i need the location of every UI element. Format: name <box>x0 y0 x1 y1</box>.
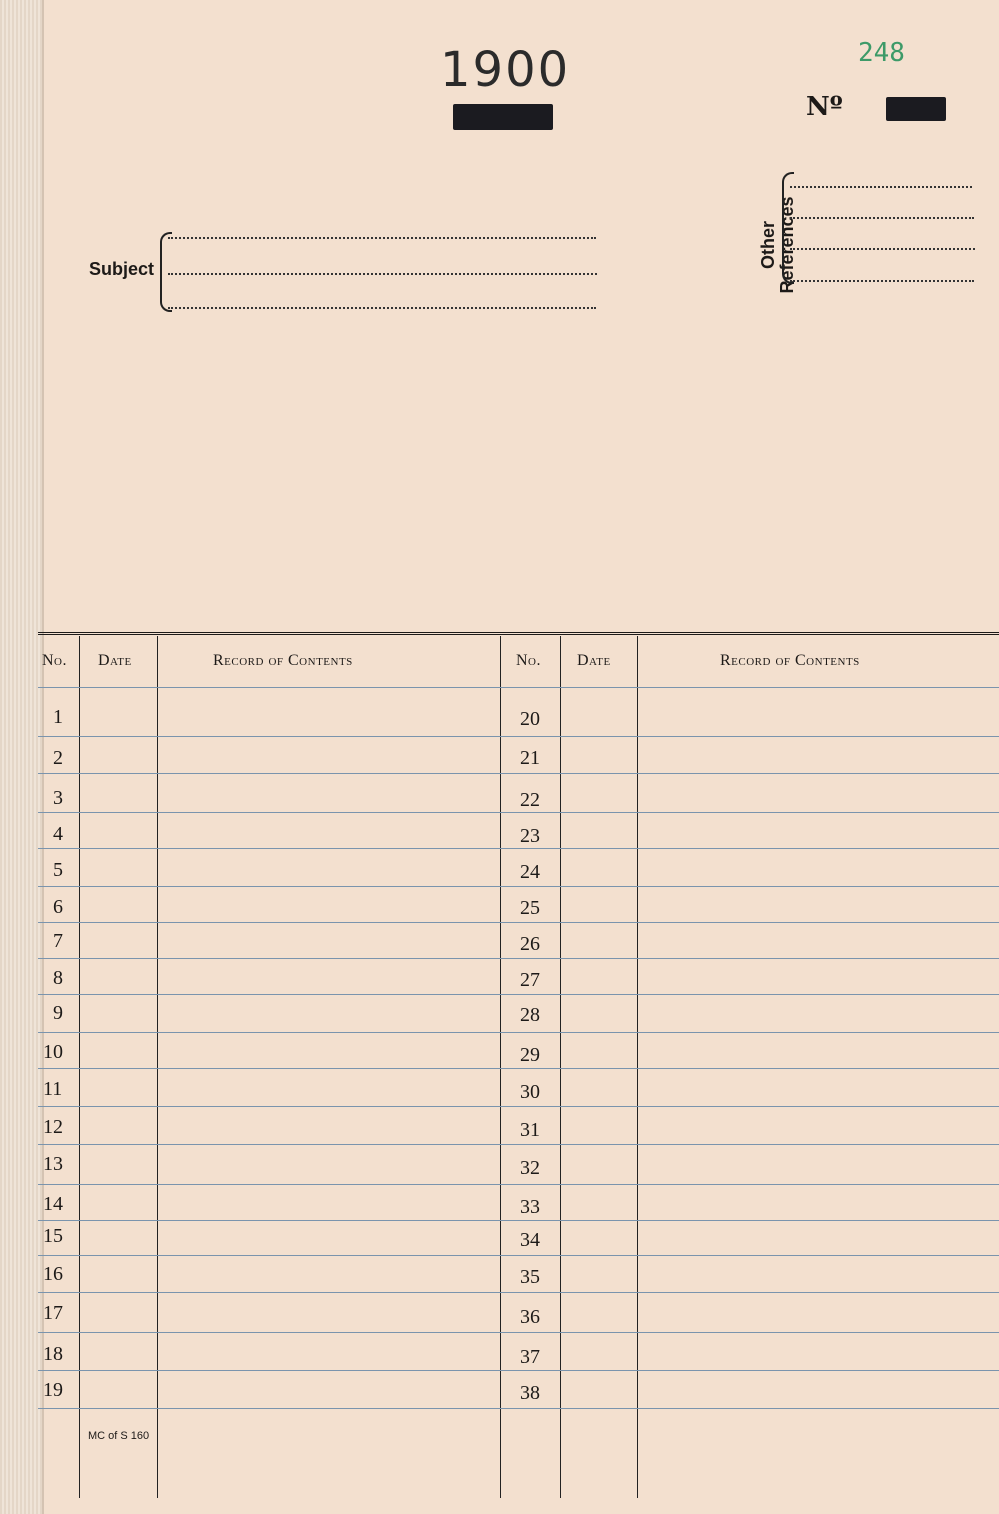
column-divider <box>157 636 158 1498</box>
left-row-number: 11 <box>43 1078 63 1100</box>
year-stamp: 1900 <box>440 42 571 98</box>
table-row-rule <box>38 1255 999 1256</box>
right-row-number: 21 <box>520 747 540 769</box>
left-row-number: 18 <box>43 1343 63 1365</box>
left-row-number: 6 <box>53 896 63 918</box>
right-row-number: 24 <box>520 861 540 883</box>
table-row-rule <box>38 736 999 737</box>
subject-label: Subject <box>89 259 155 279</box>
table-row-rule <box>38 886 999 887</box>
left-row-number: 3 <box>53 787 63 809</box>
left-row-number: 14 <box>43 1193 63 1215</box>
left-row-number: 4 <box>53 823 63 845</box>
subject-line <box>168 237 596 239</box>
left-row-number: 7 <box>53 930 63 952</box>
table-row-rule <box>38 994 999 995</box>
other-references-line <box>790 280 974 282</box>
other-references-line1: Other <box>758 221 778 270</box>
redaction-block-top <box>453 104 553 130</box>
table-row-rule <box>38 1106 999 1107</box>
subject-line <box>168 307 596 309</box>
table-row-rule <box>38 773 999 774</box>
table-row-rule <box>38 848 999 849</box>
table-row-rule <box>38 922 999 923</box>
right-row-number: 38 <box>520 1382 540 1404</box>
right-record-header: Record of Contents <box>720 652 860 669</box>
left-row-number: 12 <box>43 1116 63 1138</box>
left-record-header: Record of Contents <box>213 652 353 669</box>
right-row-number: 33 <box>520 1196 540 1218</box>
other-references-line <box>790 186 972 188</box>
column-divider <box>560 636 561 1498</box>
right-row-number: 37 <box>520 1346 540 1368</box>
subject-line <box>168 273 597 275</box>
left-date-header: Date <box>98 652 132 669</box>
left-row-number: 1 <box>53 706 63 728</box>
left-row-number: 9 <box>53 1002 63 1024</box>
right-row-number: 32 <box>520 1157 540 1179</box>
table-row-rule <box>38 1292 999 1293</box>
other-references-line2: References <box>777 196 797 294</box>
column-divider <box>79 636 80 1498</box>
table-row-rule <box>38 1068 999 1069</box>
other-references-brace <box>782 172 794 284</box>
left-no-header: No. <box>42 652 67 669</box>
redaction-block-number <box>886 97 946 121</box>
form-code: MC of S 160 <box>88 1430 150 1442</box>
table-row-rule <box>38 1184 999 1185</box>
table-top-rule <box>38 632 999 635</box>
column-divider <box>500 636 501 1498</box>
table-row-rule <box>38 1144 999 1145</box>
right-row-number: 25 <box>520 897 540 919</box>
left-row-number: 2 <box>53 747 63 769</box>
right-row-number: 22 <box>520 789 540 811</box>
table-row-rule <box>38 1220 999 1221</box>
left-row-number: 17 <box>43 1302 63 1324</box>
right-row-number: 20 <box>520 708 540 730</box>
other-references-line <box>790 217 974 219</box>
right-row-number: 29 <box>520 1044 540 1066</box>
table-row-rule <box>38 687 999 688</box>
left-row-number: 15 <box>43 1225 63 1247</box>
right-row-number: 28 <box>520 1004 540 1026</box>
table-row-rule <box>38 1370 999 1371</box>
left-row-number: 19 <box>43 1379 63 1401</box>
right-row-number: 34 <box>520 1229 540 1251</box>
right-date-header: Date <box>577 652 611 669</box>
number-label: Nº <box>806 92 843 122</box>
right-row-number: 23 <box>520 825 540 847</box>
right-row-number: 30 <box>520 1081 540 1103</box>
right-row-number: 26 <box>520 933 540 955</box>
table-row-rule <box>38 1408 999 1409</box>
right-no-header: No. <box>516 652 541 669</box>
left-row-number: 16 <box>43 1263 63 1285</box>
other-references-line <box>790 248 975 250</box>
right-row-number: 27 <box>520 969 540 991</box>
left-row-number: 13 <box>43 1153 63 1175</box>
right-row-number: 31 <box>520 1119 540 1141</box>
table-row-rule <box>38 1032 999 1033</box>
table-row-rule <box>38 1332 999 1333</box>
left-row-number: 10 <box>43 1041 63 1063</box>
subject-brace <box>160 232 172 312</box>
table-row-rule <box>38 958 999 959</box>
right-row-number: 36 <box>520 1306 540 1328</box>
left-row-number: 5 <box>53 859 63 881</box>
stamp-number: 248 <box>858 38 905 68</box>
column-divider <box>637 636 638 1498</box>
cloth-binding-strip <box>0 0 44 1514</box>
table-row-rule <box>38 812 999 813</box>
right-row-number: 35 <box>520 1266 540 1288</box>
left-row-number: 8 <box>53 967 63 989</box>
